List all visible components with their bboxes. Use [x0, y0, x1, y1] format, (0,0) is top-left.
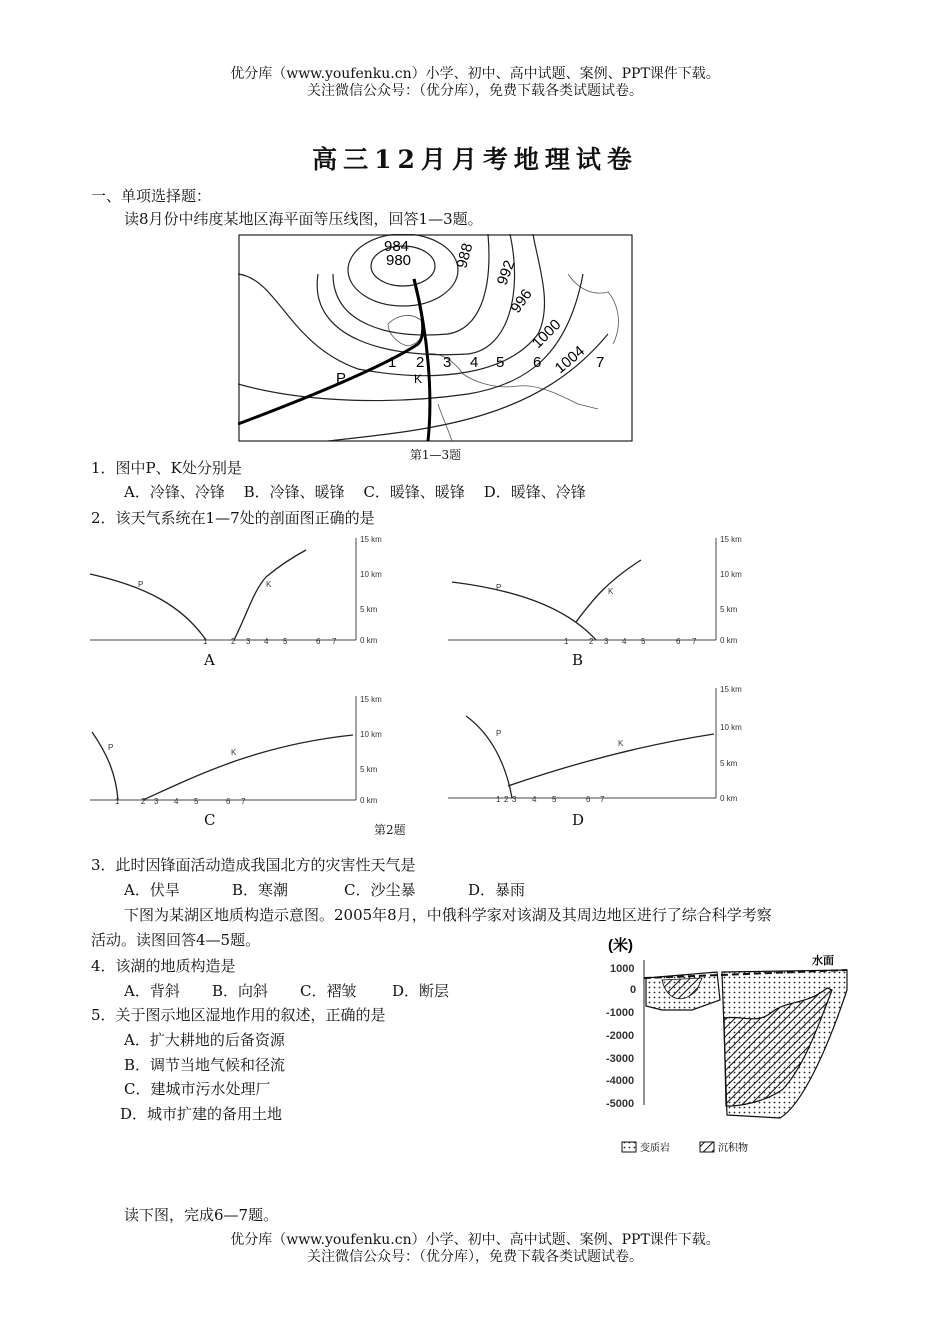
profile-b-p-label: P [496, 583, 502, 592]
profile-b-pt2: 2 [589, 637, 594, 646]
profile-c-p-front [92, 732, 118, 800]
q1-option-a: A．冷锋、冷锋 [124, 483, 225, 501]
profile-d-pt2: 2 [504, 795, 509, 804]
profile-a-pt4: 4 [264, 637, 269, 646]
point-5: 5 [496, 354, 505, 371]
profile-d [446, 684, 748, 808]
q1-stem: 1．图中P、K处分别是 [91, 459, 242, 477]
profile-d-pt7: 7 [600, 795, 605, 804]
profile-c-pt4: 4 [174, 797, 179, 806]
q4-option-a: A．背斜 [124, 982, 180, 1000]
lake-water-label: 水面 [812, 955, 834, 967]
profile-a-pt5: 5 [283, 637, 288, 646]
profile-c-tick-10: 10 km [360, 730, 382, 739]
profile-b-pt7: 7 [692, 637, 697, 646]
profile-d-tick-5: 5 km [720, 759, 738, 768]
page-title: 高三12月月考地理试卷 [312, 145, 638, 174]
q5-option-d: D．城市扩建的备用土地 [120, 1105, 283, 1123]
profile-b-p-front [452, 582, 596, 640]
profile-b-label: B [572, 651, 584, 669]
q3-option-d: D．暴雨 [468, 881, 526, 899]
profile-a-tick-10: 10 km [360, 570, 382, 579]
intro-q4-5-line1: 下图为某湖区地质构造示意图。2005年8月，中俄科学家对该湖及其周边地区进行了综合科学考察 [124, 906, 772, 924]
profile-b-k-label: K [608, 587, 614, 596]
q5-option-b: B．调节当地气候和径流 [124, 1056, 286, 1074]
profile-c-tick-15: 15 km [360, 695, 382, 704]
map-caption: 第1—3题 [409, 448, 462, 462]
profile-c-pt5: 5 [194, 797, 199, 806]
lake-tick-0: 0 [630, 984, 637, 996]
q2-stem: 2．该天气系统在1—7处的剖面图正确的是 [91, 509, 375, 527]
profile-c-pt6: 6 [226, 797, 231, 806]
point-6: 6 [533, 354, 542, 371]
profile-b-tick-0: 0 km [720, 636, 738, 645]
lake-unit: (米) [608, 937, 633, 954]
profile-d-k-label: K [618, 739, 624, 748]
q1-options [124, 482, 600, 502]
lake-tick-m1000: -1000 [606, 1007, 635, 1019]
legend-metamorphic-swatch [622, 1142, 636, 1152]
profile-b-tick-5: 5 km [720, 605, 738, 614]
profile-d-label: D [572, 811, 585, 829]
section-heading: 一、单项选择题： [91, 187, 212, 205]
profile-d-pt1: 1 [496, 795, 501, 804]
point-1: 1 [388, 354, 397, 371]
q1-option-d: D．暖锋、冷锋 [483, 483, 586, 501]
legend-sediment-swatch [700, 1142, 714, 1152]
q4-stem: 4．该湖的地质构造是 [91, 957, 236, 975]
q2-caption: 第2题 [374, 823, 406, 837]
lake-tick-m3000: -3000 [606, 1053, 635, 1065]
profile-a-tick-5: 5 km [360, 605, 378, 614]
q3-option-b: B．寒潮 [232, 881, 289, 899]
label-984: 984 [384, 238, 410, 255]
label-992: 992 [493, 258, 519, 288]
q3-option-a: A．伏旱 [124, 881, 180, 899]
point-2: 2 [416, 354, 425, 371]
header-line-1: 优分库（www.youfenku.cn）小学、初中、高中试题、案例、PPT课件下载。 [230, 66, 720, 82]
profile-b-tick-10: 10 km [720, 570, 742, 579]
profile-a-tick-0: 0 km [360, 636, 378, 645]
label-988: 988 [453, 241, 477, 271]
lake-tick-m2000: -2000 [606, 1030, 635, 1042]
profile-a-pt2: 2 [231, 637, 236, 646]
profile-d-pt6: 6 [586, 795, 591, 804]
q4-option-b: B．向斜 [212, 982, 269, 1000]
label-1004: 1004 [551, 342, 589, 378]
profile-c-k-label: K [231, 748, 237, 757]
profile-b [446, 532, 748, 652]
profile-d-pt3: 3 [512, 795, 517, 804]
label-1000: 1000 [528, 316, 565, 352]
q4-option-d: D．断层 [392, 982, 450, 1000]
profile-c [88, 690, 388, 810]
q3-option-c: C．沙尘暴 [344, 881, 416, 899]
profile-b-pt4: 4 [622, 637, 627, 646]
point-4: 4 [470, 354, 479, 371]
point-7: 7 [596, 354, 605, 371]
profile-c-pt1: 1 [115, 797, 120, 806]
profile-d-tick-15: 15 km [720, 685, 742, 694]
lake-tick-1000: 1000 [610, 963, 635, 975]
profile-a-pt1: 1 [203, 637, 208, 646]
q3-stem: 3．此时因锋面活动造成我国北方的灾害性天气是 [91, 856, 416, 874]
footer-line-2: 关注微信公众号：（优分库），免费下载各类试题试卷。 [307, 1249, 643, 1265]
profile-a-pt7: 7 [332, 637, 337, 646]
profile-c-pt7: 7 [241, 797, 246, 806]
intro-q4-5-line2: 活动。读图回答4—5题。 [91, 931, 261, 949]
lake-tick-m5000: -5000 [606, 1098, 635, 1110]
profile-c-p-label: P [108, 743, 114, 752]
intro-q1-3: 读8月份中纬度某地区海平面等压线图，回答1—3题。 [124, 210, 483, 228]
lake-cross-section [602, 930, 862, 1160]
profile-b-pt1: 1 [564, 637, 569, 646]
profile-c-k-front [143, 735, 353, 800]
profile-a-pt3: 3 [246, 637, 251, 646]
q5-option-a: A．扩大耕地的后备资源 [124, 1031, 285, 1049]
lake-tick-m4000: -4000 [606, 1075, 635, 1087]
profile-a-k-label: K [266, 580, 272, 589]
label-996: 996 [507, 286, 536, 317]
profile-a-p-front [90, 574, 206, 640]
profile-a-tick-15: 15 km [360, 535, 382, 544]
q4-option-c: C．褶皱 [300, 982, 357, 1000]
profile-a [88, 532, 388, 652]
profile-a-pt6: 6 [316, 637, 321, 646]
q5-stem: 5．关于图示地区湿地作用的叙述，正确的是 [91, 1006, 386, 1024]
header-line-2: 关注微信公众号：（优分库），免费下载各类试题试卷。 [307, 83, 643, 99]
profile-a-p-label: P [138, 580, 144, 589]
intro-q6-7: 读下图，完成6—7题。 [124, 1206, 279, 1224]
label-p: P [336, 370, 347, 387]
profile-c-pt3: 3 [154, 797, 159, 806]
profile-b-pt5: 5 [641, 637, 646, 646]
profile-a-k-front [234, 550, 306, 640]
profile-d-pt4: 4 [532, 795, 537, 804]
q1-option-b: B．冷锋、暖锋 [243, 483, 345, 501]
isobar-map [238, 234, 633, 442]
footer-line-1: 优分库（www.youfenku.cn）小学、初中、高中试题、案例、PPT课件下载。 [230, 1232, 720, 1248]
profile-c-tick-0: 0 km [360, 796, 378, 805]
profile-d-k-front [508, 734, 714, 786]
legend-sediment: 沉积物 [718, 1143, 748, 1154]
profile-c-pt2: 2 [141, 797, 146, 806]
profile-c-label: C [204, 811, 216, 829]
profile-b-tick-15: 15 km [720, 535, 742, 544]
profile-d-p-label: P [496, 729, 502, 738]
profile-d-p-front [466, 716, 512, 798]
profile-a-label: A [204, 651, 215, 669]
profile-d-pt5: 5 [552, 795, 557, 804]
label-980: 980 [386, 252, 412, 269]
q1-option-c: C．暖锋、暖锋 [363, 483, 465, 501]
profile-b-pt3: 3 [604, 637, 609, 646]
label-k: K [414, 372, 423, 386]
point-3: 3 [443, 354, 452, 371]
profile-d-tick-10: 10 km [720, 723, 742, 732]
q5-option-c: C．建城市污水处理厂 [124, 1080, 271, 1098]
profile-d-tick-0: 0 km [720, 794, 738, 803]
profile-b-pt6: 6 [676, 637, 681, 646]
profile-c-tick-5: 5 km [360, 765, 378, 774]
legend-metamorphic: 变质岩 [640, 1143, 670, 1154]
